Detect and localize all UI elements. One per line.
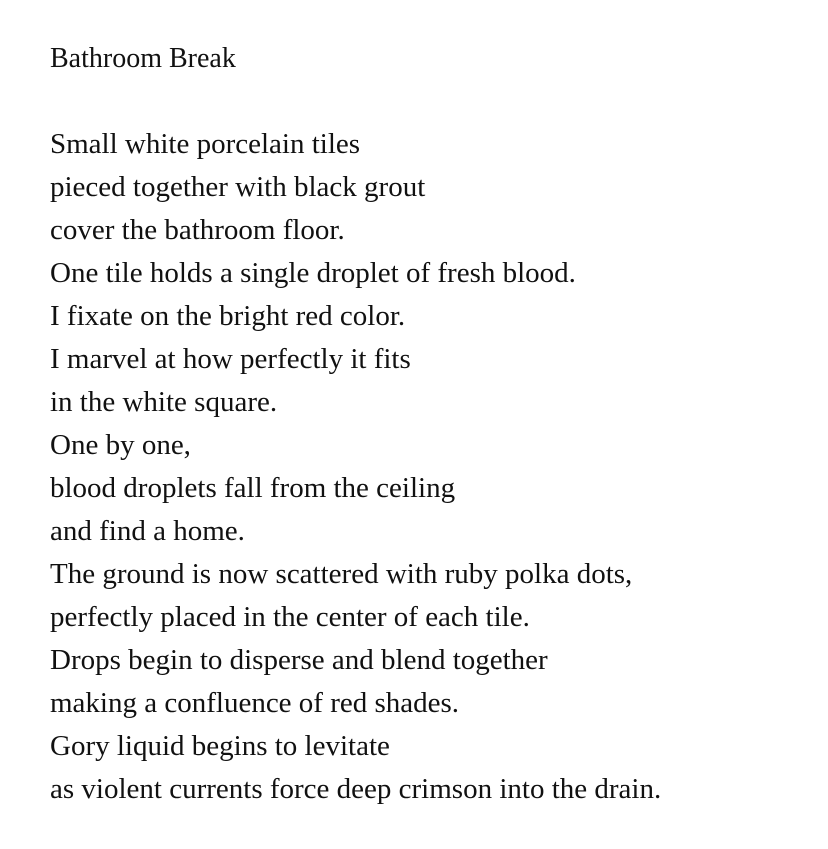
poem-line: I fixate on the bright red color. <box>50 300 406 332</box>
poem-line: The ground is now scattered with ruby polka dots, <box>50 558 633 590</box>
poem-line: cover the bathroom floor. <box>50 214 345 246</box>
poem-body <box>50 123 808 811</box>
poem-line: One tile holds a single droplet of fresh blood. <box>50 257 576 289</box>
poem-title: Bathroom Break <box>50 43 236 74</box>
poem-line: Small white porcelain tiles <box>50 128 361 160</box>
poem-line: in the white square. <box>50 386 278 418</box>
poem-line: Gory liquid begins to levitate <box>50 730 390 762</box>
poem-line: making a confluence of red shades. <box>50 687 460 719</box>
poem-line: perfectly placed in the center of each tile. <box>50 601 530 633</box>
poem-line: I marvel at how perfectly it fits <box>50 343 411 375</box>
poem-line: blood droplets fall from the ceiling <box>50 472 456 504</box>
poem-page <box>50 38 808 811</box>
poem-line: Drops begin to disperse and blend together <box>50 644 548 676</box>
poem-line: as violent currents force deep crimson into the drain. <box>50 773 662 805</box>
poem-line: and find a home. <box>50 515 245 547</box>
poem-line: pieced together with black grout <box>50 171 426 203</box>
poem-line: One by one, <box>50 429 191 461</box>
